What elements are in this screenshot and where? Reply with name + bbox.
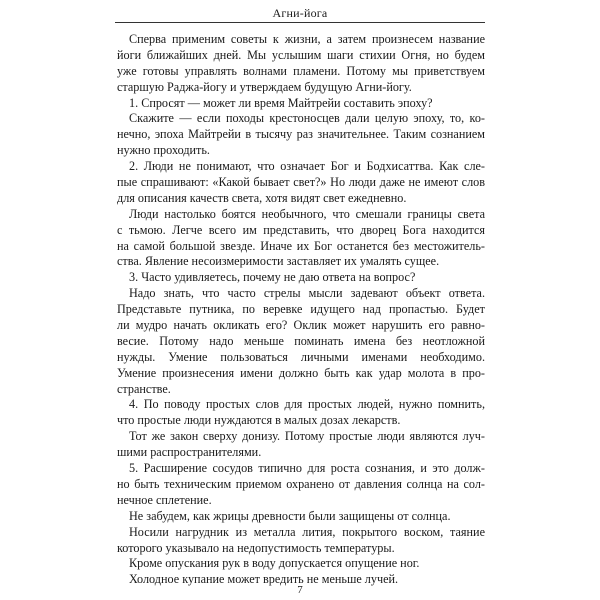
text-line: Умение произнесения имени должно быть как удар молота в про- (117, 365, 485, 380)
text-line: нужно проходить. (117, 143, 210, 158)
text-line: 4. По поводу простых слов для простых людей, нужно помнить, (129, 397, 485, 412)
text-line: нечное сплетение. (117, 492, 212, 507)
running-head: Агни-йога (272, 6, 328, 20)
text-line: Не забудем, как жрицы древности были защищены от солнца. (129, 508, 451, 523)
text-line: 1. Спросят — может ли время Майтрейи составить эпоху? (129, 95, 433, 110)
text-line: весие. Потому надо меньше поминать имена без неотложной (117, 333, 485, 348)
text-line: что простые люди нуждаются в малых дозах лекарств. (117, 413, 401, 428)
header-rule (115, 22, 485, 23)
text-line: старшую Раджа-йогу и утверждаем будущую Агни-йогу. (117, 79, 412, 94)
text-line: Носили нагрудник из металла лития, покрытого воском, таяние (129, 524, 485, 539)
text-line: нечно, эпоха Майтрейи в тысячу раз значительнее. Таким сознанием (117, 127, 485, 142)
text-line: 5. Расширение сосудов типично для роста сознания, и это долж- (129, 461, 485, 476)
text-line: ства. Явление несоизмеримости заставляет их умалять сущее. (117, 254, 440, 269)
text-line: Скажите — если походы крестоносцев дали целую эпоху, то, ко- (129, 111, 485, 126)
text-line: с тьмою. Легче всего им представить, что дворец Бога находится (117, 222, 485, 237)
text-line: но быть техническим приемом охранено от давления солнца на сол- (117, 476, 485, 491)
text-line: на самой большой звезде. Иначе их Бог останется без местожитель- (117, 238, 485, 253)
text-line: йоги ближайших дней. Мы услышим шаги стихии Огня, но будем (117, 47, 485, 62)
text-line: для описания качеств света, хотя видят свет ежедневно. (117, 190, 407, 205)
text-line: уже готовы управлять волнами пламени. Потому мы приветствуем (117, 63, 485, 78)
text-line: которого указывало на недопустимость температуры. (117, 540, 395, 555)
text-line: Надо знать, что часто стрелы мысли задевают объект ответа. (129, 286, 485, 301)
text-line: шими распространителями. (117, 445, 262, 460)
text-line: ли мудро начать окликать его? Оклик может нарушить его равно- (117, 318, 485, 333)
text-line: пые спрашивают: «Какой бывает свет?» Но люди даже не имеют слов (117, 175, 485, 190)
text-line: 2. Люди не понимают, что означает Бог и Бодхисаттва. Как сле- (129, 159, 485, 174)
text-line: Тот же закон сверху донизу. Потому простые люди являются луч- (129, 429, 485, 444)
text-line: Представьте путника, по веревке идущего над пропастью. Будет (117, 302, 485, 317)
page-number: 7 (297, 584, 303, 596)
text-line: Сперва применим советы к жизни, а затем произнесем название (129, 32, 485, 46)
text-line: Холодное купание может вредить не меньше лучей. (129, 572, 399, 587)
body-text (117, 32, 485, 588)
text-line: Кроме опускания рук в воду допускается опущение ног. (129, 556, 420, 571)
text-line: 3. Часто удивляетесь, почему не даю ответа на вопрос? (129, 270, 416, 285)
text-line: странстве. (117, 381, 171, 396)
text-line: Люди настолько боятся необычного, что смешали границы света (129, 206, 485, 221)
text-line: нужды. Умение пользоваться личными именами необходимо. (117, 349, 485, 364)
